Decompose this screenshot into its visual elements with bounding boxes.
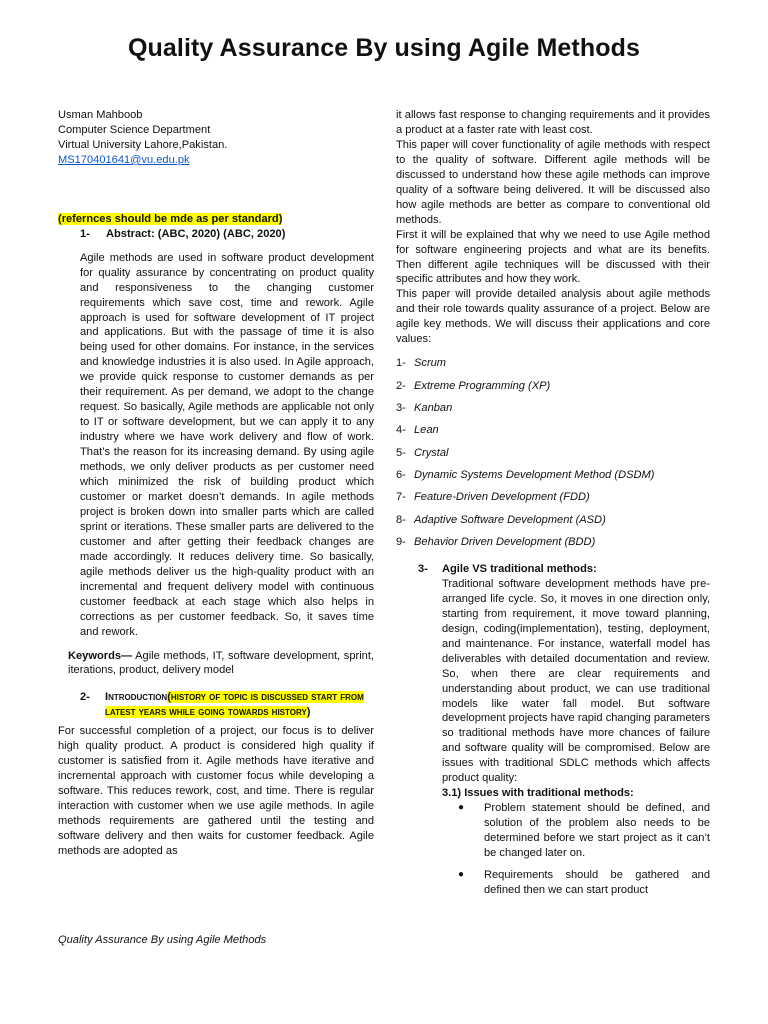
paper-title: Quality Assurance By using Agile Methods xyxy=(128,34,640,62)
issues-bullet-list xyxy=(458,801,710,898)
list-item: 6- Dynamic Systems Development Method (DSDM) xyxy=(396,468,655,481)
introduction-close-paren: ) xyxy=(306,706,311,719)
reference-note: (refernces should be mde as per standard) xyxy=(58,212,283,225)
intro-continued-p1: it allows fast response to changing requirements and it provides a product at a faster rate with least cost. xyxy=(396,109,710,136)
list-item: 7- Feature-Driven Development (FDD) xyxy=(396,491,590,504)
list-item: ● Problem statement should be defined, and solution of the problem also needs to be determined before we start project as it can’t be changed later on. xyxy=(458,802,710,860)
introduction-note: (history of topic is discussed start from latest years while going towards history xyxy=(105,691,364,719)
author-dept: Computer Science Department xyxy=(58,123,211,136)
keywords xyxy=(68,649,374,679)
list-item: 3- Kanban xyxy=(396,401,453,414)
right-column xyxy=(396,108,710,905)
section3-title: Agile VS traditional methods: xyxy=(442,562,597,575)
spacer xyxy=(58,168,374,212)
author-university: Virtual University Lahore,Pakistan. xyxy=(58,138,228,151)
intro-continued-p2: This paper will cover functionality of agile methods with respect to the quality of software. Different agile methods will be discussed to understand how these agile methods can improve quality of a software being delivered. It will be discussed also how agile methods are better as compare to conventional old methods. xyxy=(396,138,710,226)
introduction-title: Introduction xyxy=(105,691,168,704)
abstract-number: 1- xyxy=(80,227,90,240)
list-item: 5- Crystal xyxy=(396,446,449,459)
section3-heading xyxy=(418,562,710,577)
page-footer: Quality Assurance By using Agile Methods xyxy=(58,934,267,946)
subsection-3-1-heading: 3.1) Issues with traditional methods: xyxy=(442,787,634,800)
list-item: ● Requirements should be gathered and defined then we can start product xyxy=(458,869,710,896)
agile-methods-list xyxy=(396,356,710,550)
abstract-title: Abstract: (ABC, 2020) (ABC, 2020) xyxy=(106,227,286,240)
introduction-number: 2- xyxy=(80,691,90,704)
abstract-heading xyxy=(58,227,374,242)
list-item: 4- Lean xyxy=(396,424,439,437)
left-column xyxy=(58,108,374,859)
bullet-icon: ● xyxy=(458,869,465,881)
abstract-body: Agile methods are used in software product development for quality assurance by concentrating on product quality and responsiveness to the changing customer requirements which save cost, time and rework. Agile approach is used for software development of IT project and applications. But with the passage of time it is also being used for other domains. For instance, in the services and knowledge industries it is also used. In Agile approach, we provide quick response to customer demands as per their requirement. As per demand, we adopt to the change request. So basically, Agile methods are applicable not only to IT or software development, but we can apply it to any industry where we have work delivery and flow of work. That’s the reason for its increasing demand. By using agile methods, we only deliver products as per customer need which minimized the risk of building product which customer or market doesn’t demands. In agile methods project is broken down into smaller parts which are called sprint or iterations. These smaller parts are delivered to the customer and after getting their feedback changes are made accordingly. It reduces delivery time. So basically, agile methods deliver us the high-quality product with an incremental and frequent delivery model with continuous customer feedback at each stage which also helps in corrections as per customer feedback. So, it saves time and rework. xyxy=(80,251,374,638)
list-item: 2- Extreme Programming (XP) xyxy=(396,379,551,392)
keywords-label: Keywords— xyxy=(68,649,133,662)
intro-continued-p4: This paper will provide detailed analysis about agile methods and their role towards quality assurance of a project. Below are agile key methods. We will discuss their applications and core values: xyxy=(396,288,710,346)
list-item: 9- Behavior Driven Development (BDD) xyxy=(396,536,596,548)
introduction-body: For successful completion of a project, our focus is to deliver high quality product. A product is considered high quality if customer is satisfied from it. Agile methods have iterative and incremental approach with customer focus while developing a software. This reduces rework, cost, and time. There is regular interaction with customer when we use agile methods. In agile methods requirements are gathered until the testing and software delivery and then waits for customer feedback. Agile methods are adopted as xyxy=(58,725,374,857)
section3-body: Traditional software development methods have pre-arranged life cycle. So, it moves in one direction only, starting from requirement, it move toward planning, design, coding(implementation), testing, deployment, and maintenance. For instance, waterfall model has deliverables with detailed documentation and review. So, when there are clear requirements and understanding about product, we can use traditional models like water fall model. But software development projects have rapid changing parameters so traditional methods have more chances of failure and software quality will be compromised. Below are issues with traditional SDLC methods which affects product quality: xyxy=(442,577,710,785)
author-name: Usman Mahboob xyxy=(58,109,143,121)
introduction-heading xyxy=(80,690,374,720)
keywords-text: Agile methods, IT, software development, sprint, iterations, product, delivery model xyxy=(68,649,374,677)
author-block xyxy=(58,108,374,168)
list-item: 8- Adaptive Software Development (ASD) xyxy=(396,513,606,526)
bullet-icon: ● xyxy=(458,802,465,814)
intro-continued-p3: First it will be explained that why we need to use Agile method for software engineering projects and what are its benefits. Then different agile techniques will be discussed with their specific attributes and how they work. xyxy=(396,228,710,286)
author-email-link[interactable]: MS170401641@vu.edu.pk xyxy=(58,153,190,166)
section3-number: 3- xyxy=(418,562,428,575)
list-item: 1- Scrum xyxy=(396,357,447,370)
